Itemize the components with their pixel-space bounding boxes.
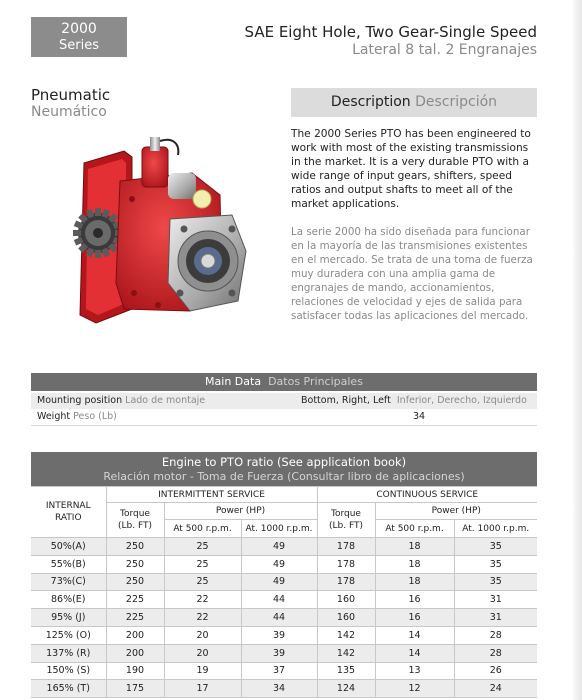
mounting-label-es: Lado de montaje xyxy=(125,395,206,406)
cell-int-torque: 190 xyxy=(106,662,164,680)
mounting-value-en: Bottom, Right, Left xyxy=(301,395,391,406)
ratio-table xyxy=(31,486,537,698)
cell-ratio: 95% (J) xyxy=(31,609,106,627)
cell-cont-torque: 160 xyxy=(317,591,375,609)
cell-int-500: 19 xyxy=(164,662,241,680)
ratio-table-heading xyxy=(31,452,537,486)
product-type-en: Pneumatic xyxy=(31,86,111,104)
cell-cont-500: 14 xyxy=(375,626,454,644)
weight-label-es: Peso (Lb) xyxy=(73,411,117,422)
cell-int-1000: 37 xyxy=(241,662,317,680)
cell-cont-500: 12 xyxy=(375,680,454,698)
description-heading-es: Descripción xyxy=(415,94,498,110)
table-row xyxy=(31,609,537,627)
description-text-es: La serie 2000 ha sido diseñada para funcionar en la mayoría de las transmisiones existentes en el mercado. Se trata de una toma de fuerza muy duradera con una amplia gama de engranajes de mando, accionamientos, relaciones de velocidad y ejes de salida para satisfacer todas las aplicaciones del mercado. xyxy=(291,226,533,322)
mounting-position-row xyxy=(31,393,537,409)
cell-cont-torque: 160 xyxy=(317,609,375,627)
cell-int-1000: 44 xyxy=(241,609,317,627)
cell-cont-500: 13 xyxy=(375,662,454,680)
cell-int-torque: 175 xyxy=(106,680,164,698)
description-heading xyxy=(291,88,537,117)
ratio-title-en: Engine to PTO ratio (See application book) xyxy=(161,455,407,469)
series-label: Series xyxy=(59,38,99,53)
ratio-table-body xyxy=(31,538,537,698)
header-title-es: Lateral 8 tal. 2 Engranajes xyxy=(352,42,537,58)
cell-int-torque: 225 xyxy=(106,591,164,609)
cell-ratio: 86%(E) xyxy=(31,591,106,609)
cell-cont-torque: 135 xyxy=(317,662,375,680)
cell-int-torque: 200 xyxy=(106,626,164,644)
cell-int-1000: 44 xyxy=(241,591,317,609)
table-row xyxy=(31,555,537,573)
ratio-title-es: Relación motor - Toma de Fuerza (Consultar libro de aplicaciones) xyxy=(103,470,465,483)
table-row xyxy=(31,680,537,698)
cell-cont-500: 16 xyxy=(375,609,454,627)
cell-cont-1000: 28 xyxy=(454,626,537,644)
cell-ratio: 73%(C) xyxy=(31,573,106,591)
cell-ratio: 165% (T) xyxy=(31,680,106,698)
product-type-es: Neumático xyxy=(31,104,107,120)
main-data-title-es: Datos Principales xyxy=(268,375,363,388)
cell-cont-500: 18 xyxy=(375,573,454,591)
description-heading-en: Description xyxy=(330,94,411,110)
cell-cont-torque: 178 xyxy=(317,555,375,573)
continuous-power-header: Power (HP) xyxy=(375,503,537,520)
cell-cont-torque: 178 xyxy=(317,538,375,556)
intermittent-power-header: Power (HP) xyxy=(164,503,317,520)
cell-cont-1000: 35 xyxy=(454,573,537,591)
cell-int-500: 25 xyxy=(164,555,241,573)
cell-ratio: 137% (R) xyxy=(31,644,106,662)
cell-int-1000: 49 xyxy=(241,573,317,591)
description-text-en: The 2000 Series PTO has been engineered to work with most of the existing transmissions in the market. It is a very durable PTO with a wide range of input gears, shifters, speed ratios and output shafts to meet all of the market applications. xyxy=(291,128,531,210)
cell-cont-torque: 178 xyxy=(317,573,375,591)
cell-int-1000: 39 xyxy=(241,644,317,662)
cell-cont-1000: 31 xyxy=(454,609,537,627)
cell-ratio: 125% (O) xyxy=(31,626,106,644)
cell-ratio: 50%(A) xyxy=(31,538,106,556)
cell-cont-torque: 124 xyxy=(317,680,375,698)
intermittent-1000-header: At. 1000 r.p.m. xyxy=(241,520,317,538)
main-data-heading xyxy=(31,373,537,391)
continuous-500-header: At 500 r.p.m. xyxy=(375,520,454,538)
cell-cont-torque: 142 xyxy=(317,626,375,644)
cell-cont-torque: 142 xyxy=(317,644,375,662)
cell-int-500: 17 xyxy=(164,680,241,698)
weight-row xyxy=(31,409,537,426)
mounting-value-es: Inferior, Derecho, Izquierdo xyxy=(396,395,527,406)
cell-cont-1000: 35 xyxy=(454,538,537,556)
continuous-service-header: CONTINUOUS SERVICE xyxy=(317,487,537,503)
table-row xyxy=(31,644,537,662)
cell-int-torque: 225 xyxy=(106,609,164,627)
continuous-torque-header: Torque (Lb. FT) xyxy=(317,503,375,538)
cell-int-torque: 200 xyxy=(106,644,164,662)
cell-ratio: 55%(B) xyxy=(31,555,106,573)
cell-cont-500: 16 xyxy=(375,591,454,609)
table-row xyxy=(31,538,537,556)
series-badge xyxy=(31,17,127,57)
cell-int-500: 25 xyxy=(164,538,241,556)
cell-int-500: 20 xyxy=(164,626,241,644)
weight-label-en: Weight xyxy=(37,411,71,422)
continuous-1000-header: At. 1000 r.p.m. xyxy=(454,520,537,538)
cell-int-torque: 250 xyxy=(106,555,164,573)
cell-int-1000: 49 xyxy=(241,538,317,556)
table-row xyxy=(31,662,537,680)
cell-ratio: 150% (S) xyxy=(31,662,106,680)
mounting-label-en: Mounting position xyxy=(37,395,123,406)
cell-cont-1000: 24 xyxy=(454,680,537,698)
cell-int-500: 22 xyxy=(164,591,241,609)
table-row xyxy=(31,573,537,591)
cell-cont-500: 18 xyxy=(375,555,454,573)
cell-int-1000: 34 xyxy=(241,680,317,698)
pto-product-image xyxy=(72,133,250,325)
internal-ratio-header: INTERNAL RATIO xyxy=(31,487,106,538)
cell-int-torque: 250 xyxy=(106,573,164,591)
table-row xyxy=(31,626,537,644)
cell-cont-1000: 31 xyxy=(454,591,537,609)
intermittent-service-header: INTERMITTENT SERVICE xyxy=(106,487,317,503)
header-title-en: SAE Eight Hole, Two Gear-Single Speed xyxy=(244,23,537,41)
weight-value: 34 xyxy=(412,411,426,422)
cell-cont-1000: 28 xyxy=(454,644,537,662)
cell-int-500: 22 xyxy=(164,609,241,627)
cell-cont-1000: 35 xyxy=(454,555,537,573)
cell-int-torque: 250 xyxy=(106,538,164,556)
cell-int-500: 20 xyxy=(164,644,241,662)
main-data-title-en: Main Data xyxy=(205,375,262,388)
cell-cont-1000: 26 xyxy=(454,662,537,680)
intermittent-torque-header: Torque (Lb. FT) xyxy=(106,503,164,538)
series-number: 2000 xyxy=(61,21,97,37)
table-row xyxy=(31,591,537,609)
cell-int-1000: 39 xyxy=(241,626,317,644)
cell-cont-500: 18 xyxy=(375,538,454,556)
intermittent-500-header: At 500 r.p.m. xyxy=(164,520,241,538)
cell-cont-500: 14 xyxy=(375,644,454,662)
cell-int-500: 25 xyxy=(164,573,241,591)
cell-int-1000: 49 xyxy=(241,555,317,573)
